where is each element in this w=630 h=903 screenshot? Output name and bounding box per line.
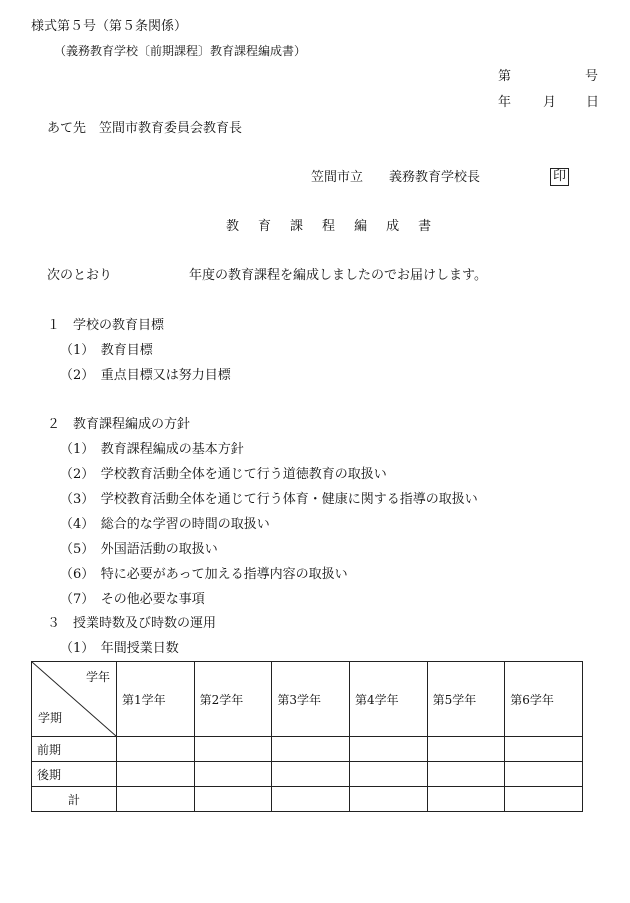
table-row xyxy=(32,737,583,762)
column-header: 第6学年 xyxy=(505,662,583,737)
table-cell[interactable] xyxy=(272,787,350,812)
section-1-item: （1） 教育目標 xyxy=(60,343,153,358)
form-number: 様式第５号（第５条関係） xyxy=(31,19,188,34)
table-cell[interactable] xyxy=(505,737,583,762)
column-header: 第5学年 xyxy=(427,662,505,737)
table-cell[interactable] xyxy=(349,787,427,812)
table-cell[interactable] xyxy=(349,737,427,762)
doc-no-dai: 第 xyxy=(498,69,512,84)
section-1-item: （2） 重点目標又は努力目標 xyxy=(60,368,231,383)
row-header: 前期 xyxy=(32,737,117,762)
table-cell[interactable] xyxy=(194,762,272,787)
title-char: 教 xyxy=(226,219,240,234)
sender-school: 笠間市立 義務教育学校長 xyxy=(311,170,481,185)
table-cell[interactable] xyxy=(427,737,505,762)
table-row xyxy=(32,762,583,787)
section-1-heading: １ 学校の教育目標 xyxy=(47,318,165,333)
table-cell[interactable] xyxy=(117,787,195,812)
title-char: 育 xyxy=(258,219,272,234)
title-char: 編 xyxy=(354,219,368,234)
intro-suffix: 年度の教育課程を編成しましたのでお届けします。 xyxy=(189,268,487,283)
table-cell[interactable] xyxy=(117,762,195,787)
corner-term-label: 学期 xyxy=(38,711,63,725)
table-cell[interactable] xyxy=(194,737,272,762)
table-cell[interactable] xyxy=(272,737,350,762)
table-row xyxy=(32,787,583,812)
table-cell[interactable] xyxy=(117,737,195,762)
column-header: 第1学年 xyxy=(117,662,195,737)
doc-no-go: 号 xyxy=(585,69,599,84)
title-char: 程 xyxy=(322,219,336,234)
section-3-heading: ３ 授業時数及び時数の運用 xyxy=(47,616,217,631)
table-corner-cell xyxy=(32,662,117,737)
table-cell[interactable] xyxy=(349,762,427,787)
table-header-row xyxy=(32,662,583,737)
column-header: 第2学年 xyxy=(194,662,272,737)
row-header: 後期 xyxy=(32,762,117,787)
table-cell[interactable] xyxy=(505,787,583,812)
section-2-item: （1） 教育課程編成の基本方針 xyxy=(60,442,244,457)
row-header: 計 xyxy=(32,787,117,812)
intro-prefix: 次のとおり xyxy=(47,268,113,283)
addressee: あて先 笠間市教育委員会教育長 xyxy=(47,121,243,136)
document-title xyxy=(226,219,450,235)
corner-grade-label: 学年 xyxy=(85,670,110,684)
title-char: 書 xyxy=(418,219,432,234)
form-subtitle: （義務教育学校〔前期課程〕教育課程編成書） xyxy=(54,44,307,58)
section-2-item: （4） 総合的な学習の時間の取扱い xyxy=(60,517,270,532)
table-cell[interactable] xyxy=(427,762,505,787)
section-2-item: （6） 特に必要があって加える指導内容の取扱い xyxy=(60,567,348,582)
title-char: 課 xyxy=(290,219,304,234)
column-header: 第3学年 xyxy=(272,662,350,737)
table-cell[interactable] xyxy=(194,787,272,812)
table-cell[interactable] xyxy=(505,762,583,787)
section-2-heading: ２ 教育課程編成の方針 xyxy=(47,417,191,432)
section-2-item: （2） 学校教育活動全体を通じて行う道徳教育の取扱い xyxy=(60,467,387,482)
section-2-item: （7） その他必要な事項 xyxy=(60,592,205,607)
table-cell[interactable] xyxy=(427,787,505,812)
date-month: 月 xyxy=(543,95,557,110)
seal-mark: 印 xyxy=(550,168,569,186)
section-2-item: （5） 外国語活動の取扱い xyxy=(60,542,218,557)
date-day: 日 xyxy=(586,95,600,110)
section-2-item: （3） 学校教育活動全体を通じて行う体育・健康に関する指導の取扱い xyxy=(60,492,478,507)
column-header: 第4学年 xyxy=(349,662,427,737)
table-cell[interactable] xyxy=(272,762,350,787)
date-year: 年 xyxy=(498,95,512,110)
title-char: 成 xyxy=(386,219,400,234)
section-3-item: （1） 年間授業日数 xyxy=(60,641,179,656)
school-days-table xyxy=(31,661,583,812)
